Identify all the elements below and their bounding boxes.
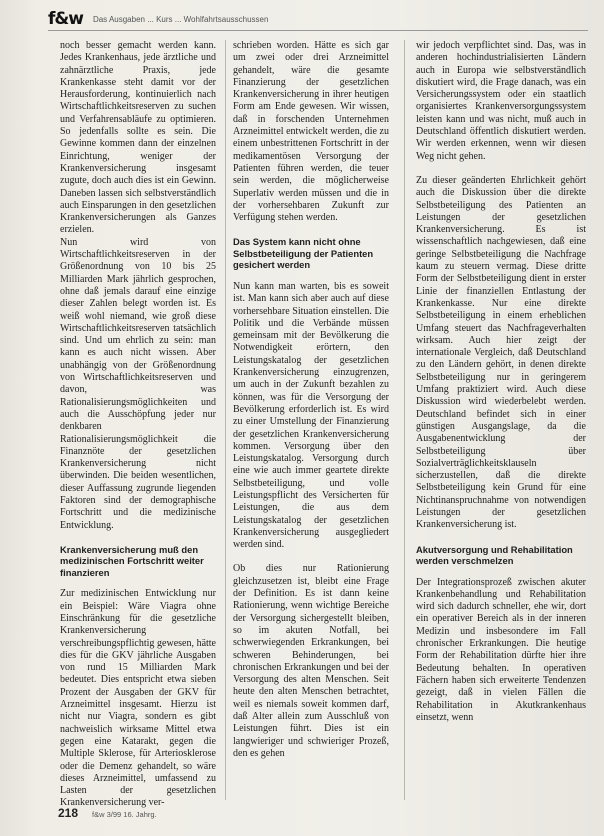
subheading: Das System kann nicht ohne Selbstbeteiligung der Patienten gesichert werden	[233, 236, 374, 271]
running-title: Das Ausgaben ... Kurs ... Wohlfahrtsausschussen	[92, 14, 269, 24]
paragraph: Der Integrationsprozeß zwischen akuter Krankenbehandlung und Rehabilitation wird sich dadurch schneller, ehe wir, dort ein operativer Bereich als in der inneren Medizin und insbesondere im Fall chronischer Erkrankungen. Die heutige Form der Rehabilitation dürfte hier ihre Bedeutung behalten. In operativen Fächern haben sich erweiterte Tendenzen gezeigt, daß in vielen Fällen die Rehabilitation in Akutkrankenhaus einsetzt, wenn	[416, 576, 586, 723]
page-footer	[58, 806, 157, 820]
column-divider	[404, 40, 405, 800]
paragraph: Nun kann man warten, bis es soweit ist. Man kann sich aber auch auf diese vorhersehbare Situation einstellen. Die Politik und die Verbände müssen gemeinsam mit der Bevölkerung die Notwendigkeit erörtern, den Leistungskatalog der gesetzlichen Krankenversicherung einzugrenzen, um auch in der Zukunft bezahlen zu können, was für die Versorgung der Bevölkerung erforderlich ist. Es wird zu einer Umstellung der Finanzierung der gesetzlichen Krankenversicherung kommen. Versorgung über den Leistungskatalog. Versorgung durch eine wie auch immer geartete direkte Selbstbeteiligung, und volle Leistungspflicht des Versicherten für Leistungen, die aus dem Leistungskatalog der gesetzlichen Krankenversicherung ausgegliedert werden sind.	[233, 280, 389, 551]
page-number: 218	[58, 806, 79, 820]
paragraph: noch besser gemacht werden kann. Jedes Krankenhaus, jede ärztliche und zahnärztliche Praxis, jede Krankenkasse steht damit vor der Herausforderung, kontinuierlich nach Wirtschaftlichkeitsreserven zu suchen und Verfahrensabläufe zu optimieren. So jedenfalls sollte es sein. Die Gewinne kommen dann der einzelnen Einrichtung, weniger der Krankenversicherung insgesamt zugute, doch auch dies ist ein Gewinn. Daneben lassen sich selbstverständlich auch Einsparungen in den gesetzlichen Krankenversicherungen als Ganzes erzielen.	[60, 40, 216, 236]
subheading: Akutversorgung und Rehabilitation werden verschmelzen	[416, 543, 573, 567]
paragraph: wir jedoch verpflichtet sind. Das, was in anderen hochindustrialisierten Ländern auch in Europa wie selbstverständlich diskutiert wird, die Frage danach, was ein Versicherungssystem oder ein staatlich organisiertes Krankenversorgungssystem leisten kann und was nicht, muß auch in Deutschland öffentlich diskutiert werden. Wir werden erkennen, wenn wir diesen Weg nicht gehen.	[416, 40, 586, 162]
subheading: Krankenversicherung muß den medizinischen Fortschritt weiter finanzieren	[60, 543, 204, 578]
text-column-2	[233, 40, 389, 796]
text-column-1	[60, 40, 216, 809]
header-divider	[48, 30, 588, 31]
page-header	[48, 6, 588, 32]
column-divider	[225, 40, 226, 800]
paragraph: schrieben worden. Hätte es sich gar um zwei oder drei Arzneimittel gehandelt, wäre die gesamte Finanzierung der gesetzlichen Krankenversicherung in ihrer heutigen Form am Ende gewesen. Wir wissen, daß in forschenden Unternehmen Arzneimittel entwickelt werden, die zu einem unbestrittenen Fortschritt in der medikamentösen Versorgung der Patienten führen werden, die teuer sein werden, die möglicherweise Superlativ werden müssen und die in der vorhersehbaren Zukunft zur Verfügung stehen werden.	[233, 40, 389, 224]
paragraph: Zu dieser geänderten Ehrlichkeit gehört auch die Diskussion über die direkte Selbstbeteiligung des Patienten an Leistungen der gesetzlichen Krankenversicherung. Es ist wissenschaftlich nachgewiesen, daß eine geringe Selbstbeteiligung die Nachfrage kaum zu steuern vermag. Diese dritte Form der Selbstbeteiligung dient in erster Linie der finanziellen Entlastung der Krankenkasse. Nur eine direkte Selbstbeteiligung in einem erheblichen Umfang steuert das Nachfrageverhalten wirksam. Auch hier zeigt der internationale Vergleich, daß Deutschland zu den Ländern gehört, in denen direkte Selbstbeteiligung nur in geringerem Umfang praktiziert wird. Auch diese Diskussion wird wiederbelebt werden. Deutschland befindet sich in einer günstigen Ausgangslage, da die Ausgabenentwicklung der Selbstbeteiligung über Sozialverträglichkeitsklauseln sicherzustellen, daß die direkte Selbstbeteiligung kein Grund für eine Nichtinanspruchnahme von notwendigen Leistungen der gesetzlichen Krankenversicherung ist.	[416, 174, 586, 531]
paragraph: Zur medizinischen Entwicklung nur ein Beispiel: Wäre Viagra ohne Einschränkung für die gesetzliche Krankenversicherung verschreibungspflichtig gewesen, hätte dies für die GKV jährliche Ausgaben von rund 15 Milliarden Mark bedeutet. Dies entspricht etwa sieben Prozent der Ausgaben der GKV für Arzneimittel insgesamt. Hierzu ist nicht nur Viagra, sondern es gibt nachweislich wirksame Mittel etwa gegen eine Katarakt, gegen die Multiple Sklerose, für Arteriosklerose oder die Demenz gehandelt, so wäre dieses Arzneimittel, umfassend zu Lasten der gesetzlichen Krankenversicherung ver-	[60, 588, 216, 809]
issue-reference: f&w 3/99 16. Jahrg.	[92, 810, 157, 819]
paragraph: Nun wird von Wirtschaftlichkeitsreserven in der Größenordnung von 10 bis 25 Milliarden Mark jährlich gesprochen, ohne daß jemals darauf eine einzige dieser Zahlen belegt worden ist. Es weiß wohl niemand, wie groß diese Wirtschaftlichkeitsreserven tatsächlich sind. Und um ehrlich zu sein: man kann es auch nicht wissen. Aber unabhängig von der Größenordnung von Wirtschaftlichkeitsreserven und davon, was Rationalisierungsmöglichkeiten und auch die Ausschöpfung jeder nur denkbaren Rationalisierungsmöglichkeit die Finanznöte der gesetzlichen Krankenversicherung nicht überwinden. Die beiden wesentlichen, dieser Auffassung zugrunde liegenden Faktoren sind der demographische Fortschritt und die medizinische Entwicklung.	[60, 236, 216, 531]
paragraph: Ob dies nur Rationierung gleichzusetzen ist, bleibt eine Frage der Definition. Es ist dann keine Rationierung, wenn wichtige Bereiche der Versorgung sichergestellt bleiben, so im akuten Notfall, bei schwerwiegenden Erkrankungen, bei schweren Behinderungen, bei chronischen Erkrankungen und bei der Versorgung des alten Menschen. Seit heute den alten Menschen betrachtet, weil es niemals soweit kommen darf, daß Alter allein zum Ausschluß von Leistungen führt. Dies ist ein langwieriger und schwieriger Prozeß, den es gehen	[233, 563, 389, 759]
text-column-3	[416, 40, 586, 796]
journal-logo: f&w	[48, 9, 83, 29]
